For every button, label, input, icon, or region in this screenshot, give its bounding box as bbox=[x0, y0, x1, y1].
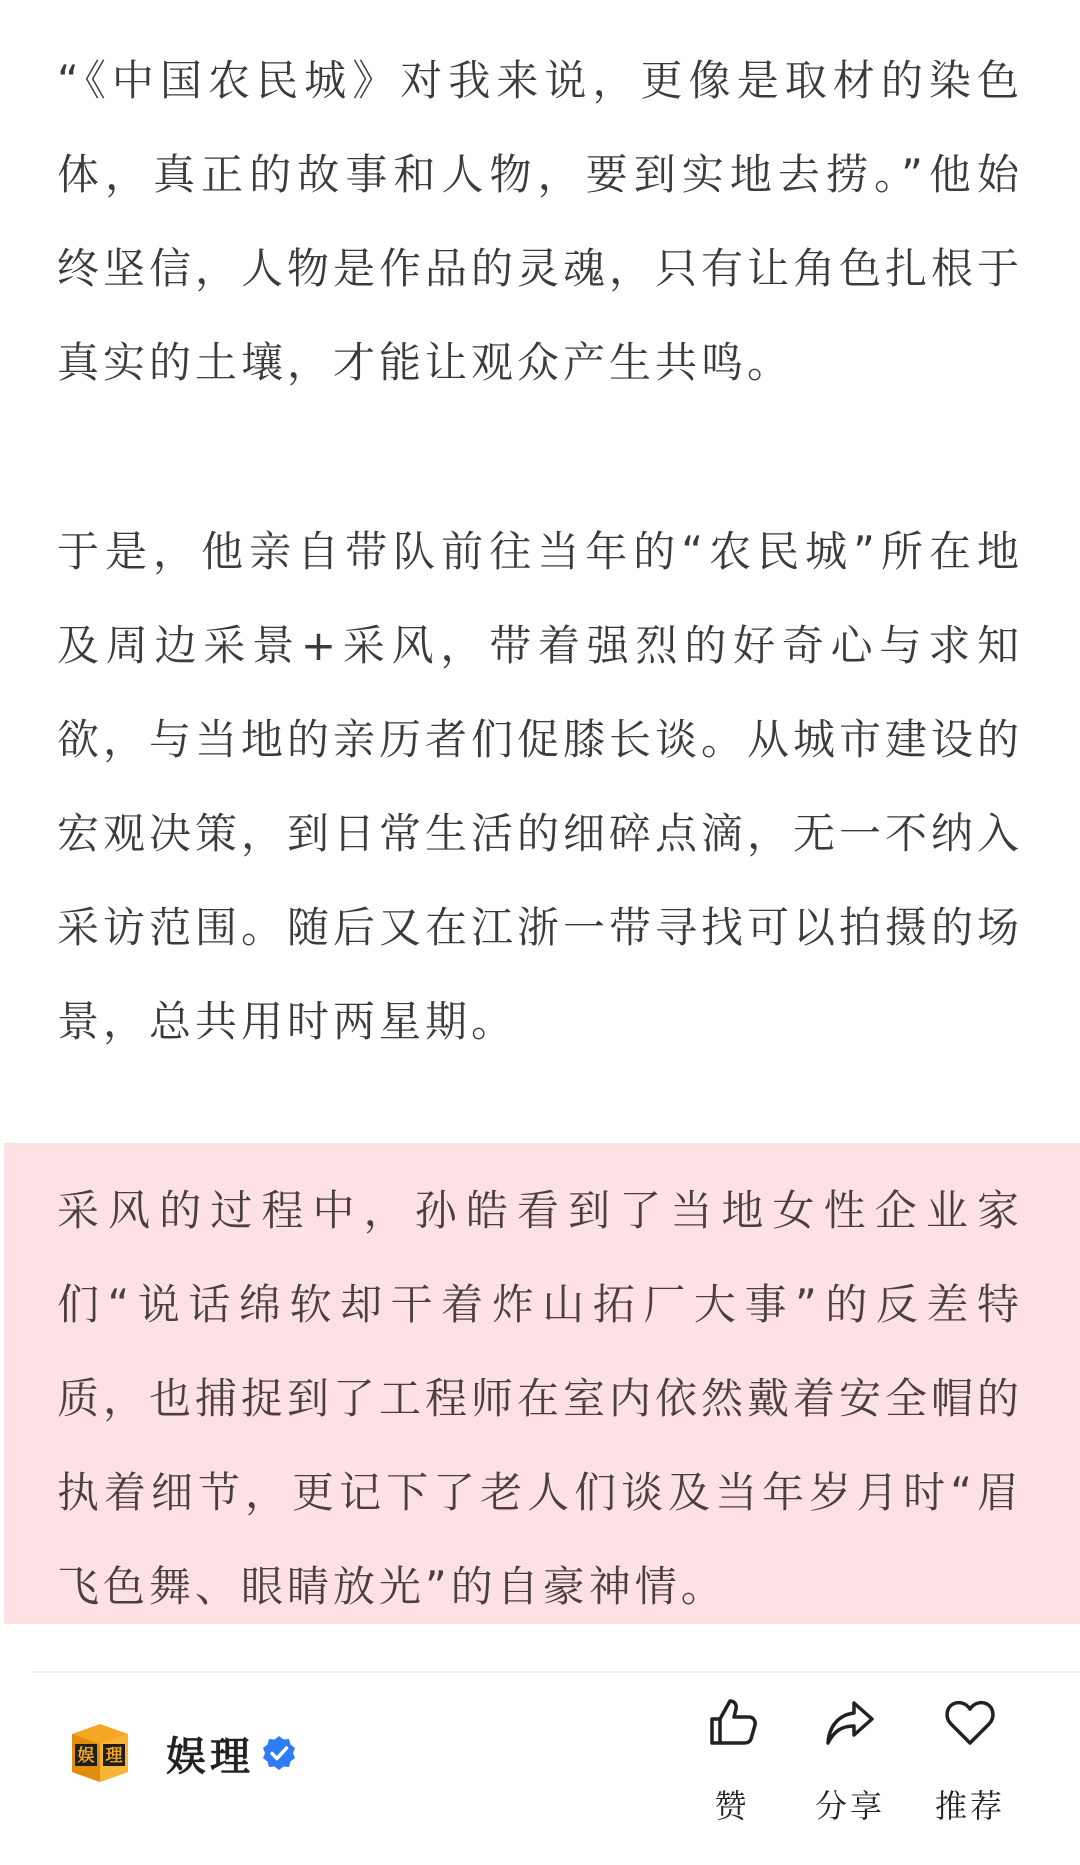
recommend-button[interactable] bbox=[915, 1693, 1025, 1843]
svg-text:娱: 娱 bbox=[77, 1746, 95, 1766]
article-paragraph: “《中国农民城》对我来说，更像是取材的染色体，真正的故事和人物，要到实地去捞。”他始终坚信，人物是作品的灵魂，只有让角色扎根于真实的土壤，才能让观众产生共鸣。 bbox=[57, 56, 1024, 387]
article-paragraph: 于是，他亲自带队前往当年的“农民城”所在地及周边采景+采风，带着强烈的好奇心与求知欲，与当地的亲历者们促膝长谈。从城市建设的宏观决策，到日常生活的细碎点滴，无一不纳入采访范围。随后又在江浙一带寻找可以拍摄的场景，总共用时两星期。 bbox=[57, 527, 1024, 1046]
highlighted-paragraph: 采风的过程中，孙皓看到了当地女性企业家们“说话绵软却干着炸山拓厂大事”的反差特质，也捕捉到了工程师在室内依然戴着安全帽的执着细节，更记下了老人们谈及当年岁月时“眉飞色舞、眼睛放光”的自豪神情。 bbox=[57, 1186, 1024, 1611]
like-button[interactable] bbox=[677, 1693, 787, 1843]
account-name[interactable]: 娱理 bbox=[166, 1733, 254, 1780]
share-icon bbox=[822, 1695, 878, 1751]
article-footer-bar bbox=[0, 1673, 1080, 1865]
action-bar bbox=[0, 1693, 1080, 1843]
heart-icon bbox=[942, 1695, 998, 1751]
thumbs-up-icon bbox=[704, 1695, 760, 1751]
recommend-label: 推荐 bbox=[934, 1787, 1005, 1825]
like-label: 赞 bbox=[714, 1787, 750, 1825]
share-button[interactable] bbox=[795, 1693, 905, 1843]
svg-text:理: 理 bbox=[105, 1746, 123, 1766]
share-label: 分享 bbox=[814, 1787, 885, 1825]
